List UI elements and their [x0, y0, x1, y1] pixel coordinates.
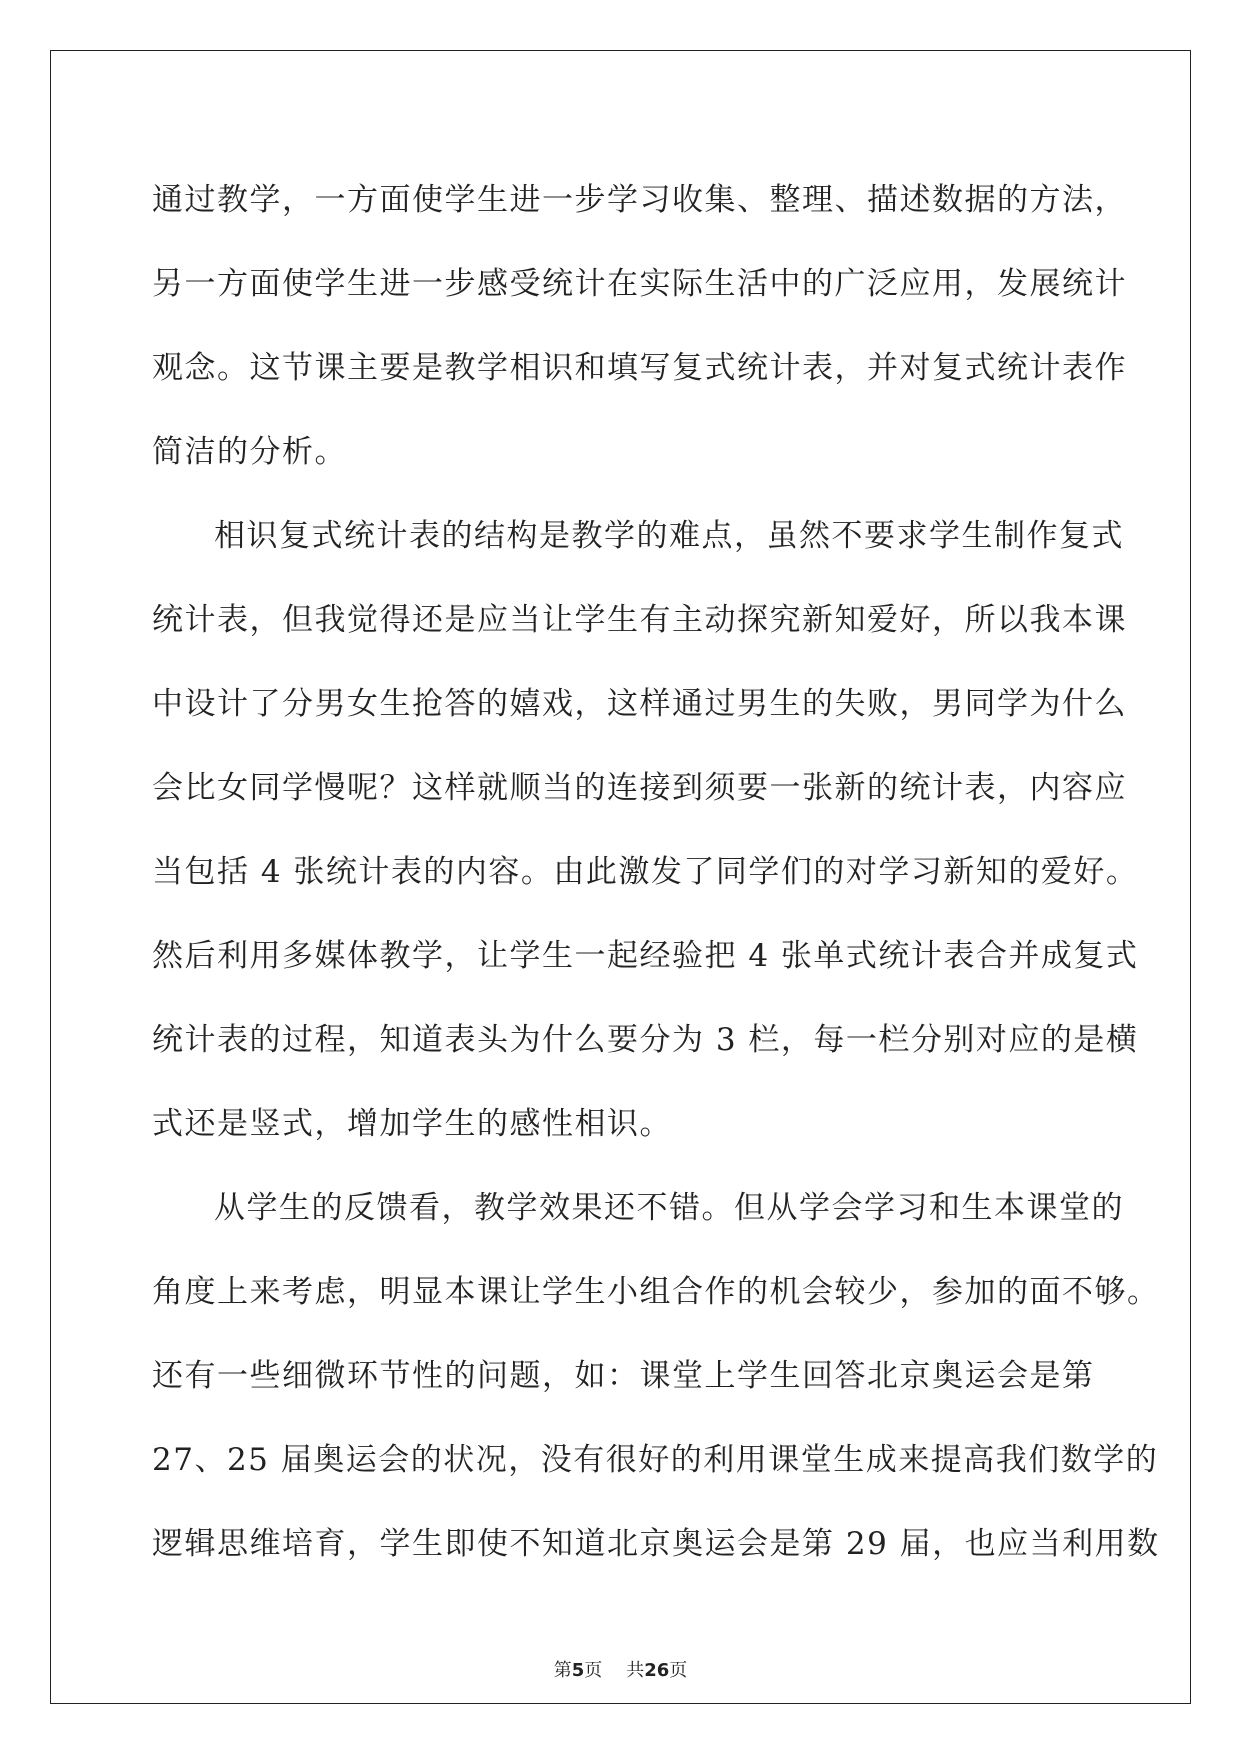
footer-prefix: 第 — [553, 1660, 572, 1681]
text-line: 27、25 届奥运会的状况，没有很好的利用课堂生成来提高我们数学的 — [152, 1442, 1159, 1478]
text-line: 统计表的过程，知道表头为什么要分为 3 栏，每一栏分别对应的是横 — [152, 1022, 1139, 1058]
text-line: 逻辑思维培育，学生即使不知道北京奥运会是第 29 届，也应当利用数 — [152, 1526, 1160, 1562]
text-line: 统计表，但我觉得还是应当让学生有主动探究新知爱好，所以我本课 — [152, 602, 1127, 638]
text-line: 简洁的分析。 — [152, 434, 347, 470]
text-line: 另一方面使学生进一步感受统计在实际生活中的广泛应用，发展统计 — [152, 266, 1127, 302]
text-line: 中设计了分男女生抢答的嬉戏，这样通过男生的失败，男同学为什么 — [152, 686, 1127, 722]
footer-page-suffix: 页 — [584, 1660, 603, 1681]
page-footer — [0, 1656, 1241, 1682]
text-line: 会比女同学慢呢？这样就顺当的连接到须要一张新的统计表，内容应 — [152, 770, 1127, 806]
footer-total-prefix: 共 — [626, 1660, 645, 1681]
page-number: 5 — [571, 1660, 585, 1681]
footer-total-suffix: 页 — [669, 1660, 688, 1681]
text-line: 观念。这节课主要是教学相识和填写复式统计表，并对复式统计表作 — [152, 350, 1127, 386]
text-line: 相识复式统计表的结构是教学的难点，虽然不要求学生制作复式 — [214, 518, 1124, 554]
text-line: 式还是竖式，增加学生的感性相识。 — [152, 1106, 672, 1142]
total-pages: 26 — [644, 1660, 670, 1681]
text-line: 然后利用多媒体教学，让学生一起经验把 4 张单式统计表合并成复式 — [152, 938, 1139, 974]
text-line: 从学生的反馈看，教学效果还不错。但从学会学习和生本课堂的 — [214, 1190, 1124, 1226]
document-body — [152, 158, 1160, 1586]
text-line: 角度上来考虑，明显本课让学生小组合作的机会较少，参加的面不够。 — [152, 1274, 1160, 1310]
text-line: 通过教学，一方面使学生进一步学习收集、整理、描述数据的方法， — [152, 182, 1127, 218]
text-line: 还有一些细微环节性的问题，如：课堂上学生回答北京奥运会是第 — [152, 1358, 1095, 1394]
text-line: 当包括 4 张统计表的内容。由此激发了同学们的对学习新知的爱好。 — [152, 854, 1139, 890]
